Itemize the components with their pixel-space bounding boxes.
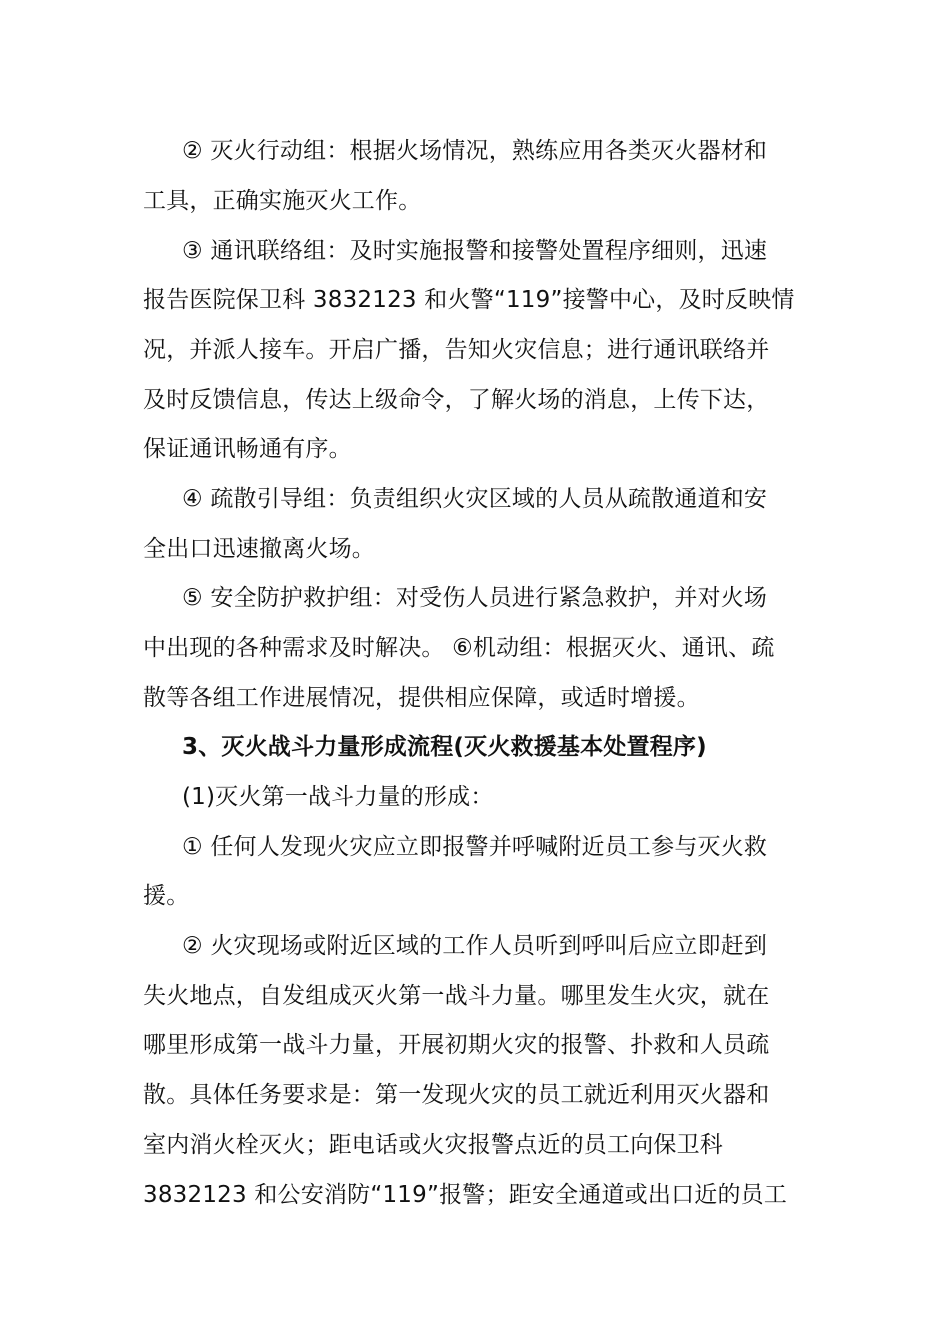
text-line: ③ 通讯联络组：及时实施报警和接警处置程序细则，迅速 (182, 238, 768, 264)
text-line: 工具，正确实施灭火工作。 (143, 188, 422, 214)
text-line: 3832123 和公安消防“119”报警；距安全通道或出口近的员工 (143, 1182, 788, 1208)
text-line: 保证通讯畅通有序。 (143, 436, 352, 462)
text-line: 散等各组工作进展情况，提供相应保障，或适时增援。 (143, 685, 700, 711)
text-line: 况，并派人接车。开启广播，告知火灾信息；进行通讯联络并 (143, 337, 770, 363)
text-line: 全出口迅速撤离火场。 (143, 536, 375, 562)
text-line: 中出现的各种需求及时解决。 ⑥机动组：根据灭火、通讯、疏 (143, 635, 775, 661)
text-line: 失火地点，自发组成灭火第一战斗力量。哪里发生火灾，就在 (143, 983, 770, 1009)
text-line: 室内消火栓灭火；距电话或火灾报警点近的员工向保卫科 (143, 1132, 723, 1158)
text-line: 及时反馈信息，传达上级命令，了解火场的消息，上传下达， (143, 387, 770, 413)
text-line: 散。具体任务要求是：第一发现火灾的员工就近利用灭火器和 (143, 1082, 770, 1108)
text-line: 哪里形成第一战斗力量，开展初期火灾的报警、扑救和人员疏 (143, 1032, 770, 1058)
text-line: 援。 (143, 883, 190, 909)
text-line: ① 任何人发现火灾应立即报警并呼喊附近员工参与灭火救 (182, 834, 768, 860)
text-line: ④ 疏散引导组：负责组织火灾区域的人员从疏散通道和安 (182, 486, 768, 512)
text-line: ⑤ 安全防护救护组：对受伤人员进行紧急救护，并对火场 (182, 585, 768, 611)
text-line: ② 灭火行动组：根据火场情况，熟练应用各类灭火器材和 (182, 138, 768, 164)
section-heading: 3、灭火战斗力量形成流程(灭火救援基本处置程序) (182, 734, 707, 760)
subsection-heading: (1)灭火第一战斗力量的形成： (182, 784, 494, 810)
text-line: 报告医院保卫科 3832123 和火警“119”接警中心，及时反映情 (143, 287, 795, 313)
text-line: ② 火灾现场或附近区域的工作人员听到呼叫后应立即赶到 (182, 933, 768, 959)
